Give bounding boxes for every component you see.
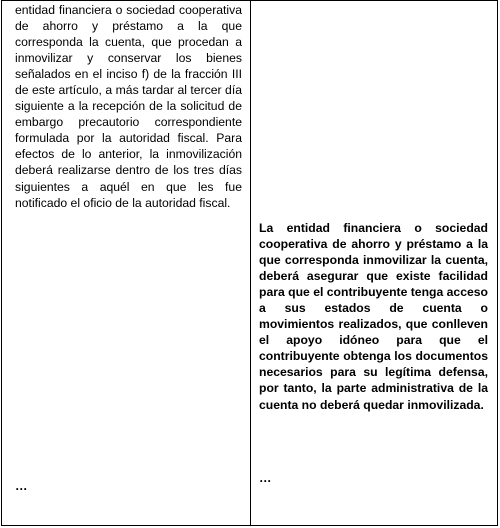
comparison-table [1, 0, 498, 526]
left-paragraph: entidad financiera o sociedad cooperativa de ahorro y préstamo a la que corresponda la cuenta, que procedan a inmovilizar y conservar los bienes señalados en el inciso f) de la fracción III de este artículo, a más tardar al tercer día siguiente a la recepción de la solicitud de embargo precautorio correspondiente formulada por la autoridad fiscal. Para efectos de lo anterior, la inmovilización deberá realizarse dentro de los tres días siguientes a aquél en que les fue notificado el oficio de la autoridad fiscal. [15, 3, 242, 210]
left-ellipsis: … [15, 479, 28, 493]
column-divider [250, 1, 251, 525]
right-paragraph: La entidad financiera o sociedad cooperativa de ahorro y préstamo a la que corresponda inmovilizar la cuenta, deberá asegurar que existe facilidad para que el contribuyente tenga acceso a sus estados de cuenta o movimientos realizados, que conlleven el apoyo idóneo para que el contribuyente obtenga los documentos necesarios para su legítima defensa, por tanto, la parte administrativa de la cuenta no deberá quedar inmovilizada. [259, 221, 488, 412]
right-ellipsis: … [259, 471, 272, 485]
